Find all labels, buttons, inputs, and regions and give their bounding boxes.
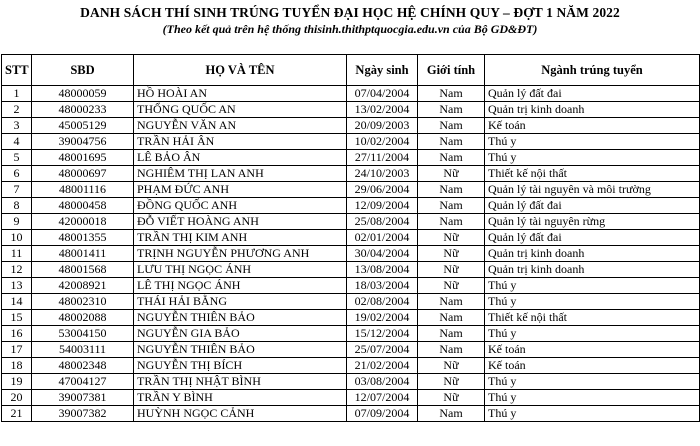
major-cell: Thú y — [485, 406, 700, 422]
stt-cell: 18 — [2, 358, 32, 374]
table-row — [2, 342, 700, 358]
stt-cell: 2 — [2, 102, 32, 118]
name-cell: NGUYỄN GIA BẢO — [134, 326, 347, 342]
stt-cell: 20 — [2, 390, 32, 406]
sbd-cell: 42008921 — [32, 278, 134, 294]
dob-cell: 03/08/2004 — [347, 374, 418, 390]
stt-cell: 3 — [2, 118, 32, 134]
stt-cell: 11 — [2, 246, 32, 262]
name-cell: ĐỒNG QUỐC ANH — [134, 198, 347, 214]
stt-cell: 4 — [2, 134, 32, 150]
table-row — [2, 310, 700, 326]
dob-cell: 07/04/2004 — [347, 86, 418, 102]
header-date-of-birth: Ngày sinh — [347, 55, 418, 86]
stt-cell: 1 — [2, 86, 32, 102]
header-stt: STT — [2, 55, 32, 86]
gender-cell: Nam — [418, 134, 485, 150]
name-cell: NGUYỄN THIÊN BẢO — [134, 342, 347, 358]
dob-cell: 02/08/2004 — [347, 294, 418, 310]
sbd-cell: 42000018 — [32, 214, 134, 230]
dob-cell: 07/09/2004 — [347, 406, 418, 422]
table-body — [2, 86, 700, 422]
dob-cell: 25/08/2004 — [347, 214, 418, 230]
table-row — [2, 214, 700, 230]
gender-cell: Nữ — [418, 390, 485, 406]
table-row — [2, 86, 700, 102]
name-cell: TRẦN THỊ NHẬT BÌNH — [134, 374, 347, 390]
table-row — [2, 134, 700, 150]
gender-cell: Nữ — [418, 358, 485, 374]
name-cell: TRẦN THỊ KIM ANH — [134, 230, 347, 246]
name-cell: THÁI HẢI BẰNG — [134, 294, 347, 310]
table-row — [2, 262, 700, 278]
table-row — [2, 150, 700, 166]
header-full-name: HỌ VÀ TÊN — [134, 55, 347, 86]
table-row — [2, 358, 700, 374]
dob-cell: 15/12/2004 — [347, 326, 418, 342]
sbd-cell: 48000059 — [32, 86, 134, 102]
gender-cell: Nam — [418, 102, 485, 118]
gender-cell: Nữ — [418, 374, 485, 390]
dob-cell: 29/06/2004 — [347, 182, 418, 198]
dob-cell: 24/10/2003 — [347, 166, 418, 182]
dob-cell: 13/02/2004 — [347, 102, 418, 118]
sbd-cell: 47004127 — [32, 374, 134, 390]
major-cell: Quản trị kinh doanh — [485, 102, 700, 118]
major-cell: Quản lý đất đai — [485, 198, 700, 214]
table-row — [2, 182, 700, 198]
dob-cell: 27/11/2004 — [347, 150, 418, 166]
name-cell: HUỲNH NGỌC CẢNH — [134, 406, 347, 422]
header-row — [2, 55, 700, 86]
stt-cell: 6 — [2, 166, 32, 182]
sbd-cell: 48002310 — [32, 294, 134, 310]
table-row — [2, 390, 700, 406]
name-cell: NGHIÊM THỊ LAN ANH — [134, 166, 347, 182]
major-cell: Kế toán — [485, 358, 700, 374]
gender-cell: Nam — [418, 310, 485, 326]
gender-cell: Nam — [418, 326, 485, 342]
sbd-cell: 53004150 — [32, 326, 134, 342]
sbd-cell: 48001568 — [32, 262, 134, 278]
stt-cell: 8 — [2, 198, 32, 214]
gender-cell: Nam — [418, 118, 485, 134]
stt-cell: 16 — [2, 326, 32, 342]
major-cell: Thiết kế nội thất — [485, 166, 700, 182]
dob-cell: 10/02/2004 — [347, 134, 418, 150]
table-row — [2, 230, 700, 246]
stt-cell: 10 — [2, 230, 32, 246]
table-row — [2, 102, 700, 118]
name-cell: LÊ BẢO ÂN — [134, 150, 347, 166]
name-cell: PHẠM ĐỨC ANH — [134, 182, 347, 198]
name-cell: THỔNG QUỐC AN — [134, 102, 347, 118]
header-admitted-major: Ngành trúng tuyển — [485, 55, 700, 86]
sbd-cell: 48002088 — [32, 310, 134, 326]
stt-cell: 14 — [2, 294, 32, 310]
name-cell: TRẦN Y BÌNH — [134, 390, 347, 406]
major-cell: Quản trị kinh doanh — [485, 246, 700, 262]
major-cell: Thú y — [485, 326, 700, 342]
dob-cell: 02/01/2004 — [347, 230, 418, 246]
table-row — [2, 374, 700, 390]
dob-cell: 19/02/2004 — [347, 310, 418, 326]
dob-cell: 18/03/2004 — [347, 278, 418, 294]
sbd-cell: 39007381 — [32, 390, 134, 406]
sbd-cell: 54003111 — [32, 342, 134, 358]
sbd-cell: 48001116 — [32, 182, 134, 198]
table-row — [2, 326, 700, 342]
sbd-cell: 48001355 — [32, 230, 134, 246]
sbd-cell: 45005129 — [32, 118, 134, 134]
major-cell: Thú y — [485, 134, 700, 150]
gender-cell: Nam — [418, 342, 485, 358]
dob-cell: 12/09/2004 — [347, 198, 418, 214]
name-cell: HỒ HOÀI AN — [134, 86, 347, 102]
name-cell: NGUYỄN THIÊN BẢO — [134, 310, 347, 326]
sbd-cell: 48002348 — [32, 358, 134, 374]
major-cell: Quản lý đất đai — [485, 86, 700, 102]
table-row — [2, 118, 700, 134]
name-cell: TRỊNH NGUYỄN PHƯƠNG ANH — [134, 246, 347, 262]
gender-cell: Nam — [418, 214, 485, 230]
name-cell: LƯU THỊ NGỌC ÁNH — [134, 262, 347, 278]
admission-table — [1, 54, 700, 422]
name-cell: TRẦN HẢI ÂN — [134, 134, 347, 150]
dob-cell: 20/09/2003 — [347, 118, 418, 134]
major-cell: Kế toán — [485, 118, 700, 134]
major-cell: Quản lý tài nguyên rừng — [485, 214, 700, 230]
major-cell: Quản lý đất đai — [485, 230, 700, 246]
stt-cell: 12 — [2, 262, 32, 278]
gender-cell: Nữ — [418, 230, 485, 246]
table-row — [2, 406, 700, 422]
dob-cell: 13/08/2004 — [347, 262, 418, 278]
stt-cell: 19 — [2, 374, 32, 390]
major-cell: Quản lý tài nguyên và môi trường — [485, 182, 700, 198]
major-cell: Thiết kế nội thất — [485, 310, 700, 326]
name-cell: NGUYỄN THỊ BÍCH — [134, 358, 347, 374]
table-row — [2, 166, 700, 182]
sbd-cell: 48001695 — [32, 150, 134, 166]
major-cell: Thú y — [485, 390, 700, 406]
major-cell: Kế toán — [485, 342, 700, 358]
sbd-cell: 48000697 — [32, 166, 134, 182]
table-row — [2, 294, 700, 310]
major-cell: Quản trị kinh doanh — [485, 262, 700, 278]
table-row — [2, 198, 700, 214]
major-cell: Thú y — [485, 150, 700, 166]
stt-cell: 7 — [2, 182, 32, 198]
table-row — [2, 246, 700, 262]
stt-cell: 9 — [2, 214, 32, 230]
table-row — [2, 278, 700, 294]
major-cell: Thú y — [485, 374, 700, 390]
gender-cell: Nam — [418, 406, 485, 422]
table-header — [2, 55, 700, 86]
gender-cell: Nữ — [418, 278, 485, 294]
sbd-cell: 48001411 — [32, 246, 134, 262]
gender-cell: Nữ — [418, 246, 485, 262]
stt-cell: 15 — [2, 310, 32, 326]
header-gender: Giới tính — [418, 55, 485, 86]
document-subtitle: (Theo kết quả trên hệ thống thisinh.thithptquocgia.edu.vn của Bộ GD&ĐT) — [162, 22, 538, 36]
name-cell: LÊ THỊ NGỌC ÁNH — [134, 278, 347, 294]
gender-cell: Nam — [418, 150, 485, 166]
gender-cell: Nam — [418, 294, 485, 310]
gender-cell: Nữ — [418, 166, 485, 182]
sbd-cell: 39004756 — [32, 134, 134, 150]
major-cell: Thú y — [485, 294, 700, 310]
stt-cell: 13 — [2, 278, 32, 294]
sbd-cell: 48000233 — [32, 102, 134, 118]
stt-cell: 5 — [2, 150, 32, 166]
gender-cell: Nam — [418, 86, 485, 102]
sbd-cell: 39007382 — [32, 406, 134, 422]
gender-cell: Nam — [418, 198, 485, 214]
dob-cell: 25/07/2004 — [347, 342, 418, 358]
header-sbd: SBD — [32, 55, 134, 86]
document-title: DANH SÁCH THÍ SINH TRÚNG TUYỂN ĐẠI HỌC HỆ CHÍNH QUY – ĐỢT 1 NĂM 2022 — [80, 5, 620, 20]
stt-cell: 17 — [2, 342, 32, 358]
dob-cell: 30/04/2004 — [347, 246, 418, 262]
gender-cell: Nam — [418, 182, 485, 198]
stt-cell: 21 — [2, 406, 32, 422]
dob-cell: 12/07/2004 — [347, 390, 418, 406]
major-cell: Thú y — [485, 278, 700, 294]
name-cell: NGUYỄN VĂN AN — [134, 118, 347, 134]
dob-cell: 21/02/2004 — [347, 358, 418, 374]
name-cell: ĐỖ VIẾT HOÀNG ANH — [134, 214, 347, 230]
gender-cell: Nữ — [418, 262, 485, 278]
sbd-cell: 48000458 — [32, 198, 134, 214]
